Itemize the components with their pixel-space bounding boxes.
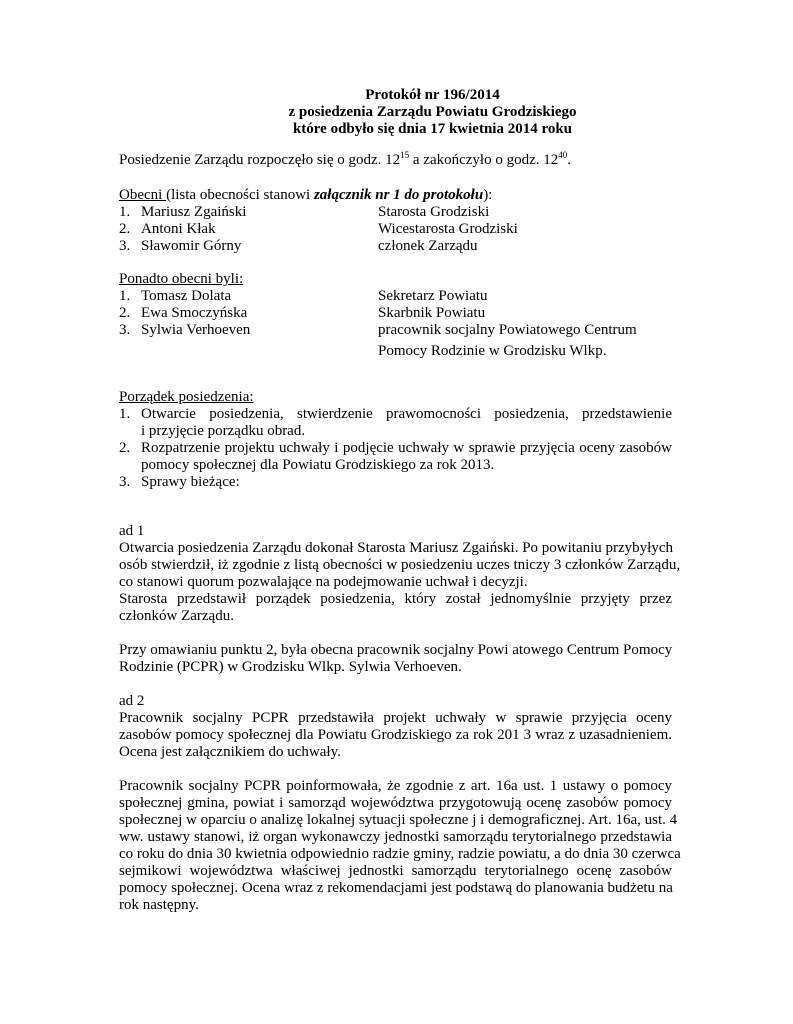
row-number: 2.: [119, 221, 131, 237]
person-name: Ewa Smoczyńska: [141, 305, 248, 321]
time-prefix: Posiedzenie Zarządu rozpoczęło się o godz.: [119, 152, 386, 168]
person-name: Sylwia Verhoeven: [141, 322, 251, 338]
agenda-item-2: [119, 440, 672, 457]
also-present-row: [119, 305, 672, 322]
paragraph-line: zasobów pomocy społecznej dla Powiatu Grodziskiego za rok 201 3 wraz z uzasadnieniem.: [119, 727, 672, 743]
person-role: Sekretarz Powiatu: [378, 288, 488, 304]
row-number: 1.: [119, 204, 131, 220]
attachment-reference: załącznik nr 1 do protokołu: [313, 187, 484, 203]
person-role: członek Zarządu: [378, 238, 478, 254]
paragraph-line: pomocy społecznej. Ocena wraz z rekomendacjami jest podstawą do planowania budżetu na: [119, 880, 673, 896]
document-title: [0, 87, 793, 138]
paragraph-line: Przy omawianiu punktu 2, była obecna pracownik socjalny Powi atowego Centrum Pomocy: [119, 642, 673, 658]
person-role: Skarbnik Powiatu: [378, 305, 486, 321]
person-name: Antoni Kłak: [141, 221, 216, 237]
agenda-item-1-continuation: i przyjęcie porządku obrad.: [141, 423, 306, 439]
paragraph-line: społecznej w oparciu o analizę lokalnej sytuacji społeczne j i demograficznej. Art. 16a, ust. 4: [119, 812, 678, 828]
present-row: [119, 204, 672, 221]
agenda-text: Sprawy bieżące:: [141, 474, 240, 490]
paragraph-line: członków Zarządu.: [119, 608, 234, 624]
meeting-time: [119, 152, 672, 169]
also-present-role-continuation: [119, 343, 672, 360]
also-present-label: Ponadto obecni byli:: [119, 271, 244, 287]
ad2-heading: ad 2: [119, 693, 145, 709]
start-minute: 15: [400, 150, 410, 160]
person-role: Starosta Grodziski: [378, 204, 490, 220]
paragraph-line: co stanowi quorum pozwalające na podejmowanie uchwał i decyzji.: [119, 574, 528, 590]
ad2-section: [119, 693, 681, 914]
present-label: Obecni: [119, 187, 167, 203]
present-section: [119, 187, 672, 255]
person-name: Tomasz Dolata: [141, 288, 232, 304]
time-suffix: .: [567, 152, 572, 168]
agenda-label: Porządek posiedzenia:: [119, 389, 254, 405]
paragraph-line: Otwarcia posiedzenia Zarządu dokonał Starosta Mariusz Zgaiński. Po powitaniu przybyłych: [119, 540, 674, 556]
paragraph-line: co roku do dnia 30 kwietnia odpowiednio radzie gminy, radzie powiatu, a do dnia 30 czerwca: [119, 846, 681, 862]
agenda-item-2-continuation: pomocy społecznej dla Powiatu Grodziskiego za rok 2013.: [141, 457, 495, 473]
agenda-number: 2.: [119, 440, 131, 456]
end-minute: 40: [558, 150, 568, 160]
paragraph-line: rok następny.: [119, 897, 199, 913]
also-present-section: [119, 271, 672, 360]
present-row: [119, 238, 672, 255]
time-middle: a zakończyło o godz.: [409, 152, 544, 168]
paragraph-line: Starosta przedstawił porządek posiedzenia, który został jednomyślnie przyjęty przez: [119, 591, 672, 607]
paragraph-line: ww. ustawy stanowi, iż organ wykonawczy jednostki samorządu terytorialnego przedstawia: [119, 829, 672, 845]
row-number: 3.: [119, 238, 131, 254]
end-hour: 12: [543, 152, 559, 168]
person-role-continuation: Pomocy Rodzinie w Grodzisku Wlkp.: [378, 343, 607, 359]
title-line-3: które odbyło się dnia 17 kwietnia 2014 roku: [292, 121, 573, 137]
paragraph-line: osób stwierdził, iż zgodnie z listą obecności w posiedzeniu uczes tniczy 3 członków Zarządu,: [119, 557, 681, 573]
title-line-2: z posiedzenia Zarządu Powiatu Grodziskiego: [288, 104, 577, 120]
person-name: Mariusz Zgaiński: [141, 204, 247, 220]
person-role: Wicestarosta Grodziski: [378, 221, 518, 237]
agenda-item-1: [119, 406, 672, 423]
agenda-section: [119, 389, 672, 491]
paragraph-line: Pracownik socjalny PCPR przedstawiła projekt uchwały w sprawie przyjęcia oceny: [119, 710, 672, 726]
person-name: Sławomir Górny: [141, 238, 242, 254]
agenda-item-3: [119, 474, 672, 491]
row-number: 1.: [119, 288, 131, 304]
paragraph-line: Rodzinie (PCPR) w Grodzisku Wlkp. Sylwia Verhoeven.: [119, 659, 462, 675]
agenda-number: 1.: [119, 406, 131, 422]
ad1-heading: ad 1: [119, 523, 145, 539]
title-line-1: Protokół nr 196/2014: [365, 87, 500, 103]
ad1-section: [119, 523, 681, 676]
start-hour: 12: [385, 152, 401, 168]
paragraph-line: sejmikowi województwa właściwej jednostki samorządu terytorialnego ocenę zasobów: [119, 863, 672, 879]
also-present-row: [119, 322, 672, 339]
present-note-close: ):: [483, 187, 493, 203]
agenda-number: 3.: [119, 474, 131, 490]
present-note-open: (lista obecności stanowi: [166, 187, 314, 203]
row-number: 2.: [119, 305, 131, 321]
paragraph-line: Pracownik socjalny PCPR poinformowała, że zgodnie z art. 16a ust. 1 ustawy o pomocy: [119, 778, 672, 794]
also-present-row: [119, 288, 672, 305]
present-row: [119, 221, 672, 238]
row-number: 3.: [119, 322, 131, 338]
agenda-text: Rozpatrzenie projektu uchwały i podjęcie uchwały w sprawie przyjęcia oceny zasobów: [141, 440, 672, 456]
paragraph-line: Ocena jest załącznikiem do uchwały.: [119, 744, 341, 760]
agenda-text: Otwarcie posiedzenia, stwierdzenie prawomocności posiedzenia, przedstawienie: [141, 406, 672, 422]
paragraph-line: społecznej gmina, powiat i samorząd województwa przygotowują ocenę zasobów pomocy: [119, 795, 672, 811]
person-role: pracownik socjalny Powiatowego Centrum: [378, 322, 637, 338]
